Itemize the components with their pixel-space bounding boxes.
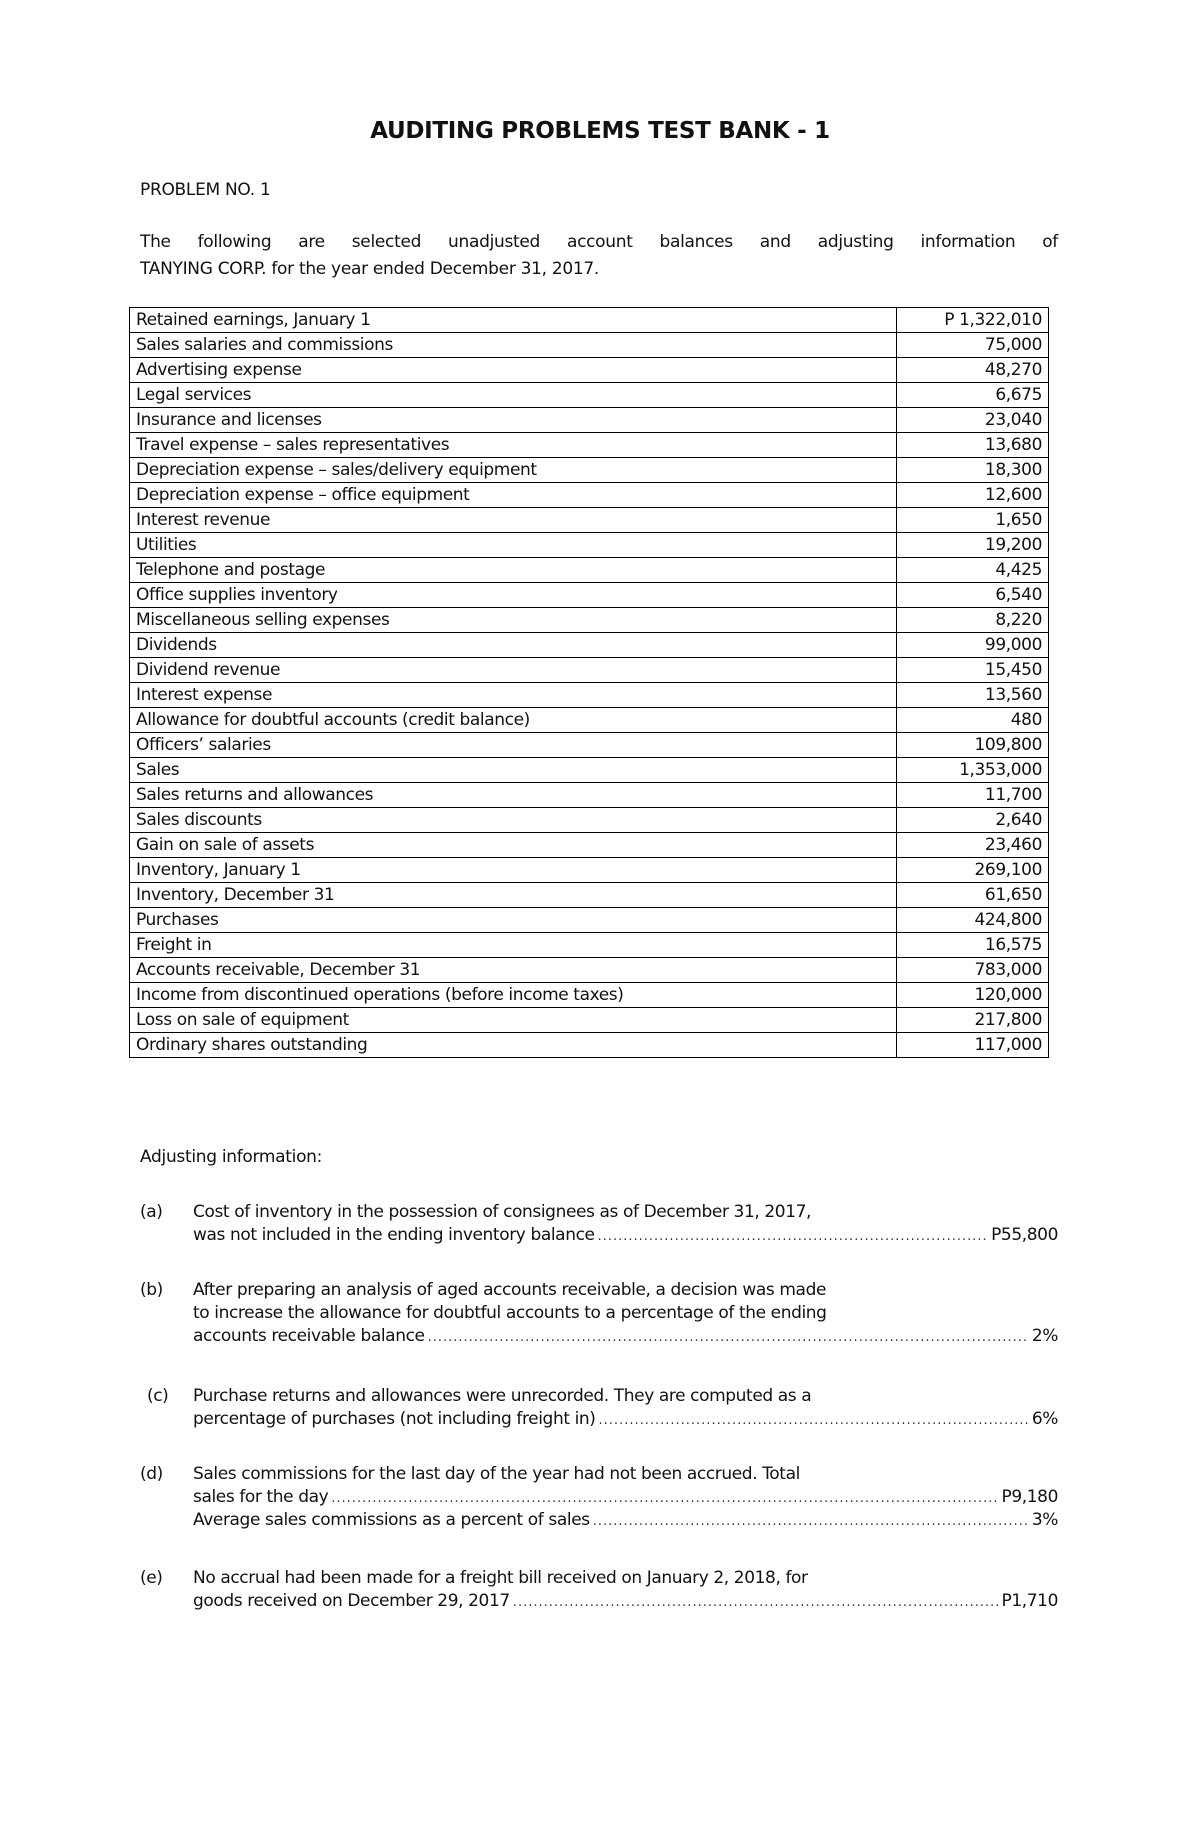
table-row [130, 758, 1049, 783]
account-amount-cell: 480 [897, 708, 1049, 733]
account-name-cell: Sales salaries and commissions [130, 333, 897, 358]
adjusting-item-line [193, 1406, 1058, 1433]
account-amount-cell: 19,200 [897, 533, 1049, 558]
account-name-cell: Telephone and postage [130, 558, 897, 583]
account-amount-cell: 11,700 [897, 783, 1049, 808]
adjusting-line-text: accounts receivable balance [193, 1326, 425, 1346]
dot-leader [593, 1508, 1029, 1535]
adjusting-line-text: Cost of inventory in the possession of consignees as of December 31, 2017, [193, 1202, 812, 1222]
adjusting-item-label: (d) [140, 1464, 163, 1484]
table-row [130, 983, 1049, 1008]
table-row [130, 558, 1049, 583]
account-name-cell: Travel expense – sales representatives [130, 433, 897, 458]
dot-leader [599, 1407, 1029, 1434]
adjusting-line-value: P55,800 [991, 1225, 1058, 1245]
adjusting-line-text: sales for the day [193, 1487, 329, 1507]
account-name-cell: Sales [130, 758, 897, 783]
account-name-cell: Allowance for doubtful accounts (credit balance) [130, 708, 897, 733]
dot-leader [513, 1589, 999, 1616]
account-name-cell: Interest revenue [130, 508, 897, 533]
account-name-cell: Utilities [130, 533, 897, 558]
account-amount-cell: 13,560 [897, 683, 1049, 708]
table-row [130, 783, 1049, 808]
account-name-cell: Retained earnings, January 1 [130, 308, 897, 333]
table-row [130, 633, 1049, 658]
intro-line-1: The following are selected unadjusted account balances and adjusting information of [140, 232, 1058, 252]
account-amount-cell: 23,040 [897, 408, 1049, 433]
adjusting-item-line [193, 1222, 1058, 1249]
account-name-cell: Miscellaneous selling expenses [130, 608, 897, 633]
account-name-cell: Gain on sale of assets [130, 833, 897, 858]
dot-leader [428, 1324, 1029, 1351]
table-row [130, 808, 1049, 833]
account-amount-cell: 4,425 [897, 558, 1049, 583]
adjusting-line-text: After preparing an analysis of aged accounts receivable, a decision was made [193, 1280, 827, 1300]
account-amount-cell: 424,800 [897, 908, 1049, 933]
table-row [130, 858, 1049, 883]
account-amount-cell: 16,575 [897, 933, 1049, 958]
table-row [130, 533, 1049, 558]
account-name-cell: Insurance and licenses [130, 408, 897, 433]
table-row [130, 308, 1049, 333]
adjusting-line-value: P1,710 [1001, 1591, 1058, 1611]
account-balances-body [130, 308, 1049, 1058]
adjusting-item-label: (c) [147, 1386, 169, 1406]
account-amount-cell: 48,270 [897, 358, 1049, 383]
table-row [130, 508, 1049, 533]
intro-paragraph [140, 229, 1058, 283]
adjusting-item-label: (e) [140, 1568, 163, 1588]
adjusting-item-line [193, 1323, 1058, 1350]
account-amount-cell: 783,000 [897, 958, 1049, 983]
table-row [130, 358, 1049, 383]
table-row [130, 333, 1049, 358]
table-row [130, 608, 1049, 633]
table-row [130, 683, 1049, 708]
account-name-cell: Interest expense [130, 683, 897, 708]
account-name-cell: Depreciation expense – office equipment [130, 483, 897, 508]
account-name-cell: Dividends [130, 633, 897, 658]
account-amount-cell: 13,680 [897, 433, 1049, 458]
account-amount-cell: 117,000 [897, 1033, 1049, 1058]
dot-leader [598, 1223, 988, 1250]
account-name-cell: Sales discounts [130, 808, 897, 833]
table-row [130, 408, 1049, 433]
account-amount-cell: 61,650 [897, 883, 1049, 908]
account-name-cell: Sales returns and allowances [130, 783, 897, 808]
adjusting-item-line [193, 1507, 1058, 1534]
adjusting-line-text: was not included in the ending inventory balance [193, 1225, 595, 1245]
account-name-cell: Dividend revenue [130, 658, 897, 683]
account-amount-cell: 6,675 [897, 383, 1049, 408]
account-name-cell: Inventory, January 1 [130, 858, 897, 883]
page-title: AUDITING PROBLEMS TEST BANK - 1 [370, 118, 830, 144]
table-row [130, 908, 1049, 933]
account-amount-cell: 8,220 [897, 608, 1049, 633]
account-amount-cell: 2,640 [897, 808, 1049, 833]
account-amount-cell: 1,650 [897, 508, 1049, 533]
adjusting-line-text: goods received on December 29, 2017 [193, 1591, 510, 1611]
adjusting-heading: Adjusting information: [140, 1147, 323, 1167]
account-name-cell: Loss on sale of equipment [130, 1008, 897, 1033]
adjusting-line-text: percentage of purchases (not including freight in) [193, 1409, 596, 1429]
account-name-cell: Legal services [130, 383, 897, 408]
table-row [130, 1033, 1049, 1058]
account-amount-cell: 109,800 [897, 733, 1049, 758]
adjusting-line-value: P9,180 [1001, 1487, 1058, 1507]
account-amount-cell: 23,460 [897, 833, 1049, 858]
adjusting-line-value: 2% [1031, 1326, 1058, 1346]
account-amount-cell: 6,540 [897, 583, 1049, 608]
account-amount-cell: P 1,322,010 [897, 308, 1049, 333]
table-row [130, 383, 1049, 408]
adjusting-line-text: No accrual had been made for a freight bill received on January 2, 2018, for [193, 1568, 808, 1588]
table-row [130, 933, 1049, 958]
adjusting-line-value: 6% [1031, 1409, 1058, 1429]
account-amount-cell: 120,000 [897, 983, 1049, 1008]
adjusting-line-text: to increase the allowance for doubtful accounts to a percentage of the ending [193, 1303, 827, 1323]
account-balances-table [129, 307, 1049, 1058]
adjusting-line-text: Average sales commissions as a percent of sales [193, 1510, 590, 1530]
account-amount-cell: 217,800 [897, 1008, 1049, 1033]
adjusting-line-text: Purchase returns and allowances were unrecorded. They are computed as a [193, 1386, 812, 1406]
table-row [130, 708, 1049, 733]
account-name-cell: Depreciation expense – sales/delivery equipment [130, 458, 897, 483]
account-name-cell: Officers’ salaries [130, 733, 897, 758]
adjusting-line-text: Sales commissions for the last day of the year had not been accrued. Total [193, 1464, 800, 1484]
account-amount-cell: 18,300 [897, 458, 1049, 483]
account-name-cell: Purchases [130, 908, 897, 933]
adjusting-line-value: 3% [1031, 1510, 1058, 1530]
adjusting-item-label: (a) [140, 1202, 163, 1222]
account-name-cell: Ordinary shares outstanding [130, 1033, 897, 1058]
account-amount-cell: 1,353,000 [897, 758, 1049, 783]
account-amount-cell: 75,000 [897, 333, 1049, 358]
table-row [130, 833, 1049, 858]
account-amount-cell: 99,000 [897, 633, 1049, 658]
account-name-cell: Office supplies inventory [130, 583, 897, 608]
account-name-cell: Advertising expense [130, 358, 897, 383]
table-row [130, 433, 1049, 458]
account-name-cell: Accounts receivable, December 31 [130, 958, 897, 983]
table-row [130, 458, 1049, 483]
table-row [130, 483, 1049, 508]
account-amount-cell: 269,100 [897, 858, 1049, 883]
table-row [130, 733, 1049, 758]
account-name-cell: Income from discontinued operations (before income taxes) [130, 983, 897, 1008]
table-row [130, 583, 1049, 608]
account-amount-cell: 15,450 [897, 658, 1049, 683]
account-name-cell: Freight in [130, 933, 897, 958]
table-row [130, 1008, 1049, 1033]
adjusting-item-line [193, 1588, 1058, 1615]
problem-heading: PROBLEM NO. 1 [140, 180, 271, 200]
adjusting-item-label: (b) [140, 1280, 163, 1300]
account-amount-cell: 12,600 [897, 483, 1049, 508]
table-row [130, 958, 1049, 983]
table-row [130, 883, 1049, 908]
account-name-cell: Inventory, December 31 [130, 883, 897, 908]
table-row [130, 658, 1049, 683]
intro-line-2: TANYING CORP. for the year ended December 31, 2017. [140, 259, 600, 279]
